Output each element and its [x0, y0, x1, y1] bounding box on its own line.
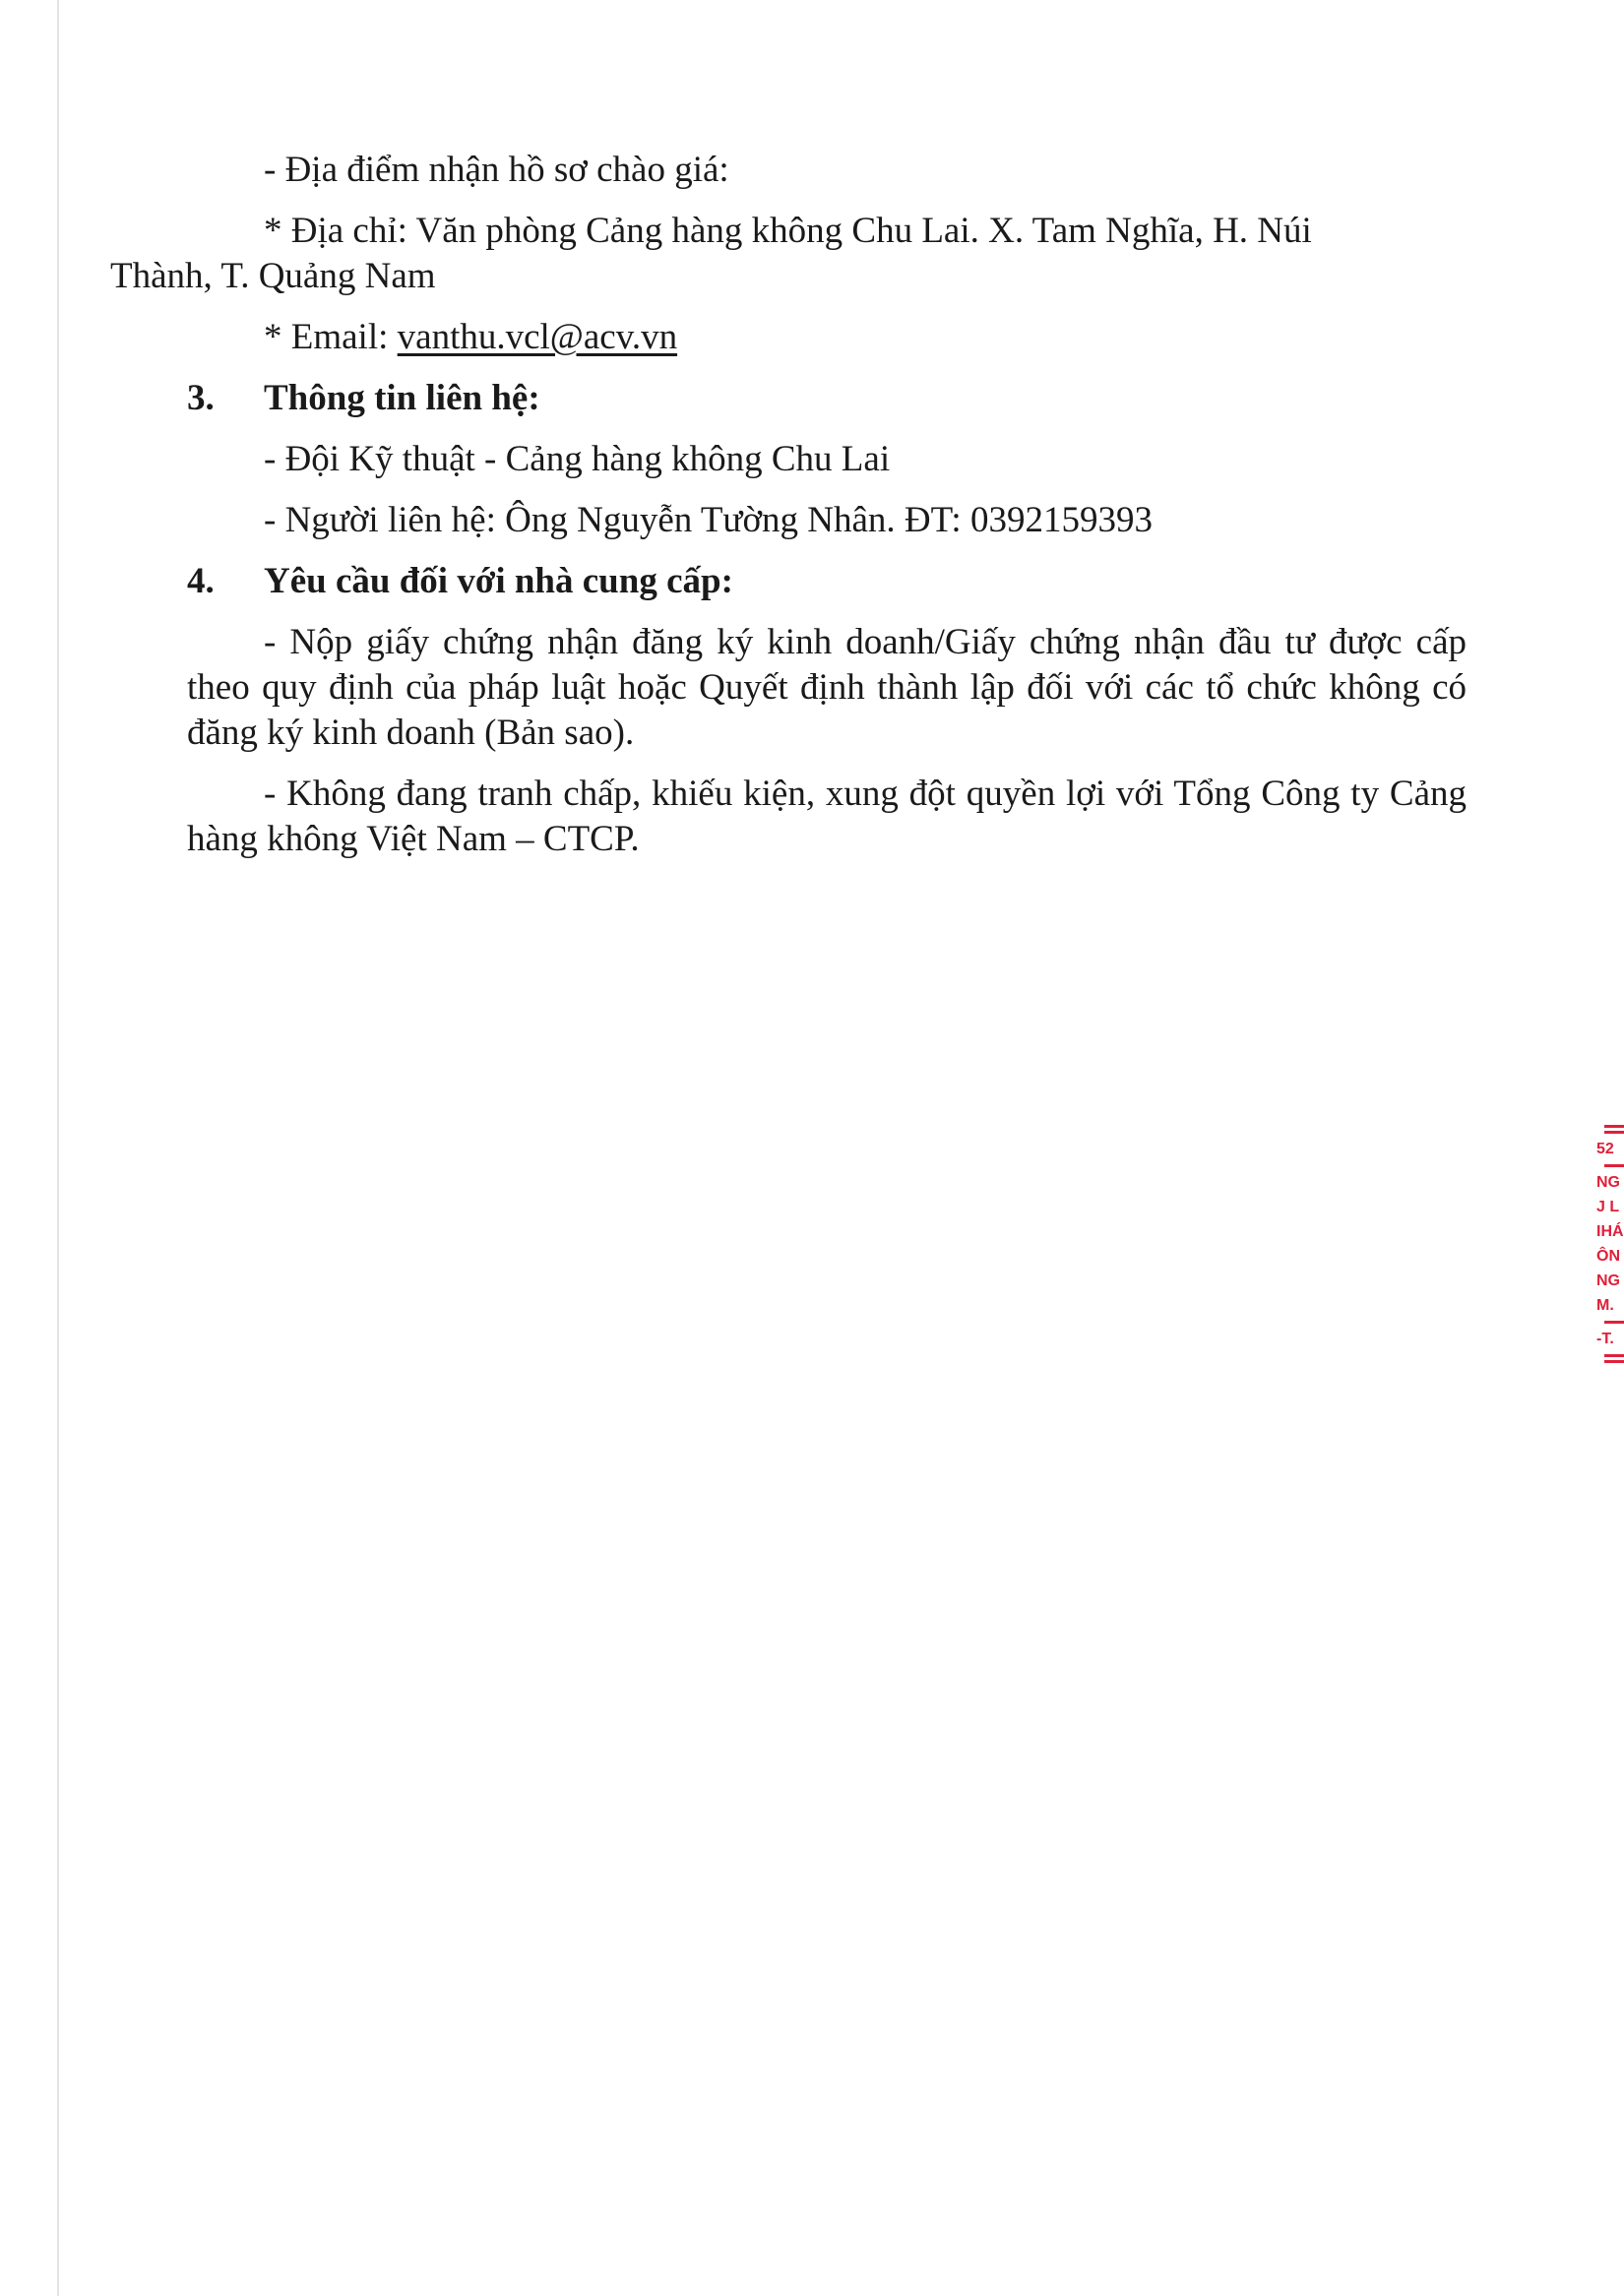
- email-line: [187, 315, 1467, 360]
- stamp-text: NG: [1596, 1174, 1620, 1191]
- section-4-paragraph-1: - Nộp giấy chứng nhận đăng ký kinh doanh/Giấy chứng nhận đầu tư được cấp theo quy định của pháp luật hoặc Quyết định thành lập đối với các tổ chức không có đăng ký kinh doanh (Bản sao).: [187, 622, 1467, 753]
- stamp-bar: [1604, 1360, 1624, 1363]
- stamp-text: ÔN: [1596, 1248, 1620, 1265]
- stamp-bar: [1604, 1321, 1624, 1324]
- email-link[interactable]: vanthu.vcl@acv.vn: [397, 317, 678, 357]
- page-edge: [57, 0, 59, 2296]
- stamp-text: J L: [1596, 1199, 1620, 1215]
- section-3-number: 3.: [187, 378, 215, 418]
- address-line-1: * Địa chỉ: Văn phòng Cảng hàng không Chu Lai. X. Tam Nghĩa, H. Núi: [264, 211, 1312, 251]
- document-body: [110, 148, 1467, 878]
- section-4-heading: [187, 559, 1467, 604]
- location-line: - Địa điểm nhận hồ sơ chào giá:: [264, 150, 729, 190]
- section-3-title: Thông tin liên hệ:: [264, 378, 540, 418]
- address-line-2: Thành, T. Quảng Nam: [110, 256, 436, 296]
- section-4-number: 4.: [187, 561, 215, 601]
- stamp-text: 52: [1596, 1141, 1614, 1157]
- stamp-text: NG: [1596, 1272, 1620, 1289]
- section-3-heading: [187, 376, 1467, 421]
- section-3-item: - Đội Kỹ thuật - Cảng hàng không Chu Lai: [264, 439, 891, 479]
- stamp-text: -T.: [1596, 1331, 1614, 1347]
- section-4-paragraph-2: - Không đang tranh chấp, khiếu kiện, xung đột quyền lợi với Tổng Công ty Cảng hàng không Việt Nam – CTCP.: [187, 774, 1467, 859]
- stamp-bar: [1604, 1131, 1624, 1134]
- address-paragraph: [110, 209, 1467, 299]
- stamp-bar: [1604, 1164, 1624, 1167]
- section-3-item: - Người liên hệ: Ông Nguyễn Tường Nhân. ĐT: 0392159393: [264, 500, 1153, 540]
- stamp-bar: [1604, 1354, 1624, 1357]
- stamp-text: IHÁ: [1596, 1223, 1624, 1240]
- email-label: * Email:: [264, 317, 398, 357]
- red-stamp-fragment: [1596, 1122, 1624, 1417]
- stamp-bar: [1604, 1125, 1624, 1128]
- section-4-title: Yêu cầu đối với nhà cung cấp:: [264, 561, 733, 601]
- stamp-text: M.: [1596, 1297, 1614, 1314]
